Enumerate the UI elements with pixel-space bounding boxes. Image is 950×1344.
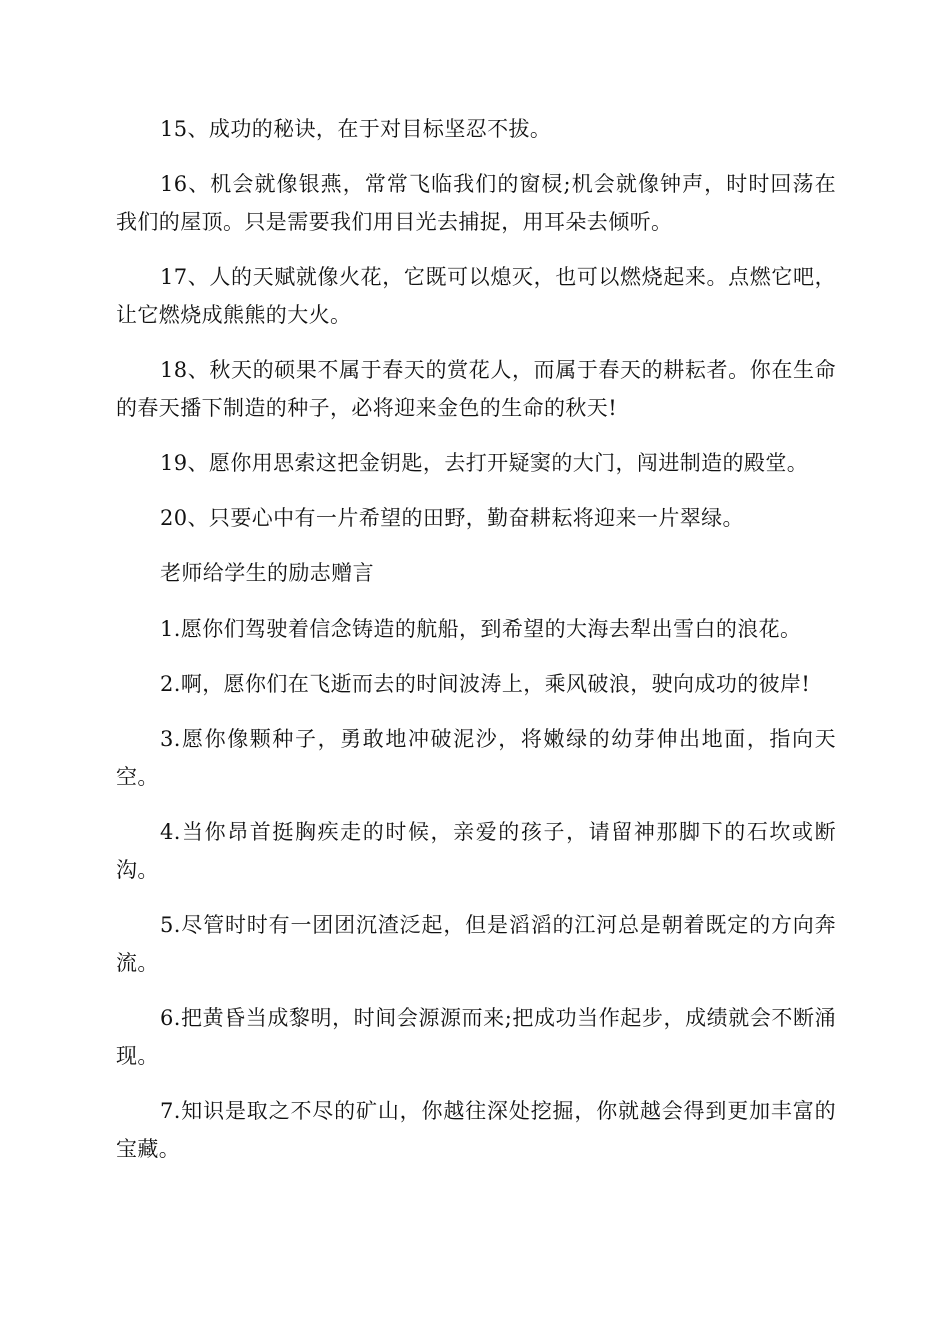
quote-5: 5.尽管时时有一团团沉渣泛起，但是滔滔的江河总是朝着既定的方向奔流。 [116,913,836,975]
quote-3: 3.愿你像颗种子，勇敢地冲破泥沙，将嫩绿的幼芽伸出地面，指向天空。 [116,727,836,789]
quote-4: 4.当你昂首挺胸疾走的时候，亲爱的孩子，请留神那脚下的石坎或断沟。 [116,820,836,882]
paragraph-16: 16、机会就像银燕，常常飞临我们的窗棂;机会就像钟声，时时回荡在我们的屋顶。只是需要我们用目光去捕捉，用耳朵去倾听。 [116,172,836,234]
paragraph-15: 15、成功的秘诀，在于对目标坚忍不拔。 [160,117,552,141]
paragraph-20: 20、只要心中有一片希望的田野，勤奋耕耘将迎来一片翠绿。 [160,506,744,530]
paragraph-18: 18、秋天的硕果不属于春天的赏花人，而属于春天的耕耘者。你在生命的春天播下制造的种子，必将迎来金色的生命的秋天! [116,358,836,420]
quote-2: 2.啊，愿你们在飞逝而去的时间波涛上，乘风破浪，驶向成功的彼岸! [160,672,811,696]
quote-7: 7.知识是取之不尽的矿山，你越往深处挖掘，你就越会得到更加丰富的宝藏。 [116,1099,836,1161]
section-heading: 老师给学生的励志赠言 [160,561,374,585]
document-body [116,110,836,1185]
paragraph-19: 19、愿你用思索这把金钥匙，去打开疑窦的大门，闯进制造的殿堂。 [160,451,809,475]
quote-1: 1.愿你们驾驶着信念铸造的航船，到希望的大海去犁出雪白的浪花。 [160,617,802,641]
quote-6: 6.把黄昏当成黎明，时间会源源而来;把成功当作起步，成绩就会不断涌现。 [116,1006,836,1068]
paragraph-17: 17、人的天赋就像火花，它既可以熄灭，也可以燃烧起来。点燃它吧，让它燃烧成熊熊的大火。 [116,265,836,327]
